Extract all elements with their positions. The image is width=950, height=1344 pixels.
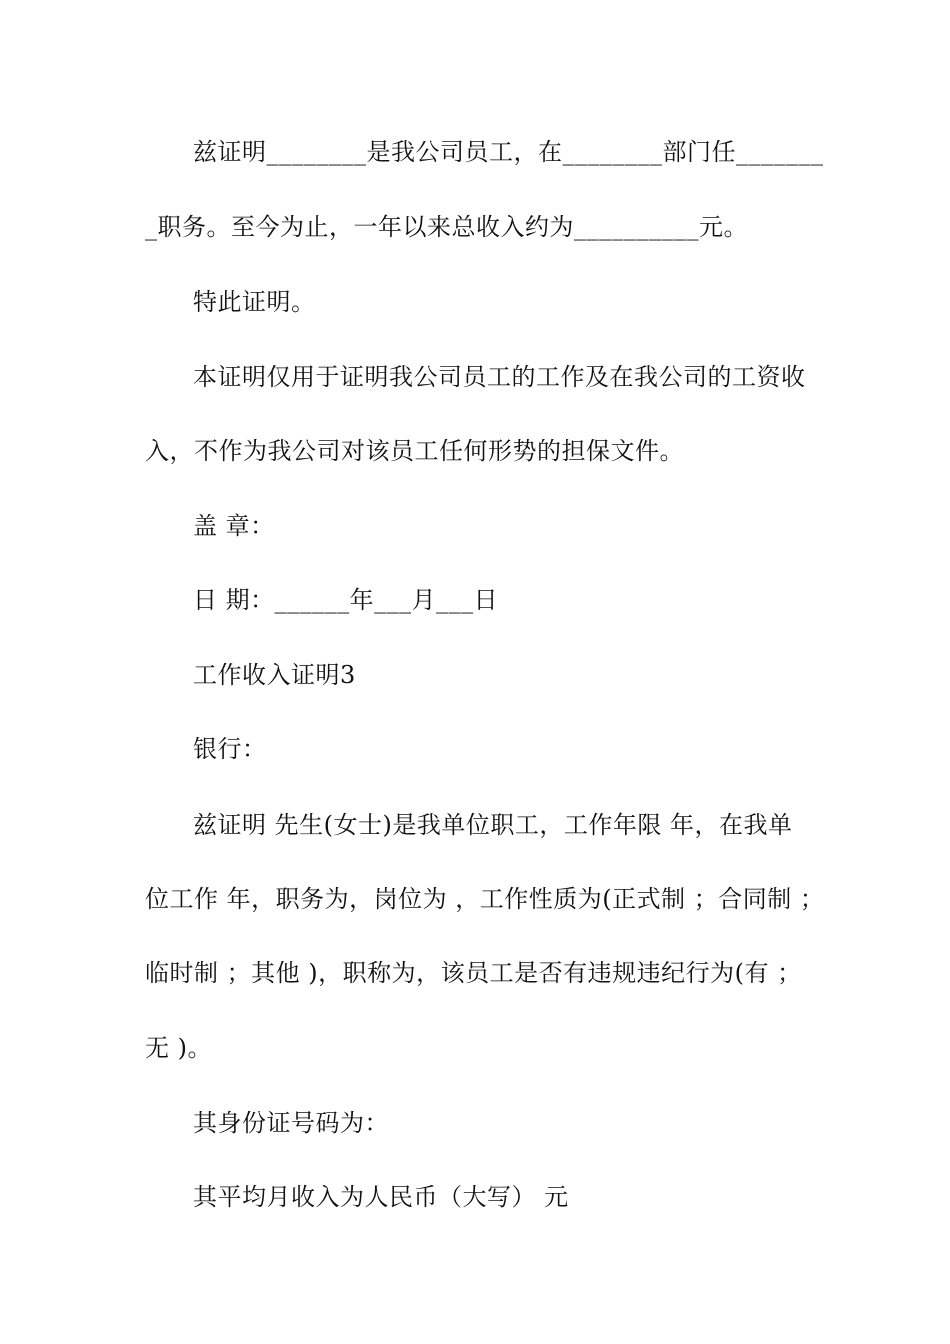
paragraph-line: 其平均月收入为人民币（大写） 元 [193,1183,569,1211]
paragraph-line: 临时制 ；其他 )，职称为，该员工是否有违规违纪行为(有 ； [145,959,802,987]
paragraph-line: 特此证明。 [193,288,316,316]
section-title: 工作收入证明3 [193,661,356,689]
paragraph-line: _职务。至今为止，一年以来总收入约为__________元。 [145,213,748,241]
paragraph-line: 兹证明 先生(女士)是我单位职工，工作年限 年，在我单 [193,811,793,839]
paragraph-line: 兹证明________是我公司员工，在________部门任_______ [193,138,824,166]
paragraph-line: 入，不作为我公司对该员工任何形势的担保文件。 [145,437,684,465]
paragraph-line: 位工作 年，职务为，岗位为 ，工作性质为(正式制 ；合同制 ； [145,885,825,913]
date-label: 日 期：______年___月___日 [193,586,499,614]
paragraph-line: 其身份证号码为： [193,1109,389,1137]
paragraph-line: 无 )。 [145,1034,212,1062]
addressee: 银行： [193,735,267,763]
seal-label: 盖 章： [193,512,275,540]
paragraph-line: 本证明仅用于证明我公司员工的工作及在我公司的工资收 [193,363,806,391]
